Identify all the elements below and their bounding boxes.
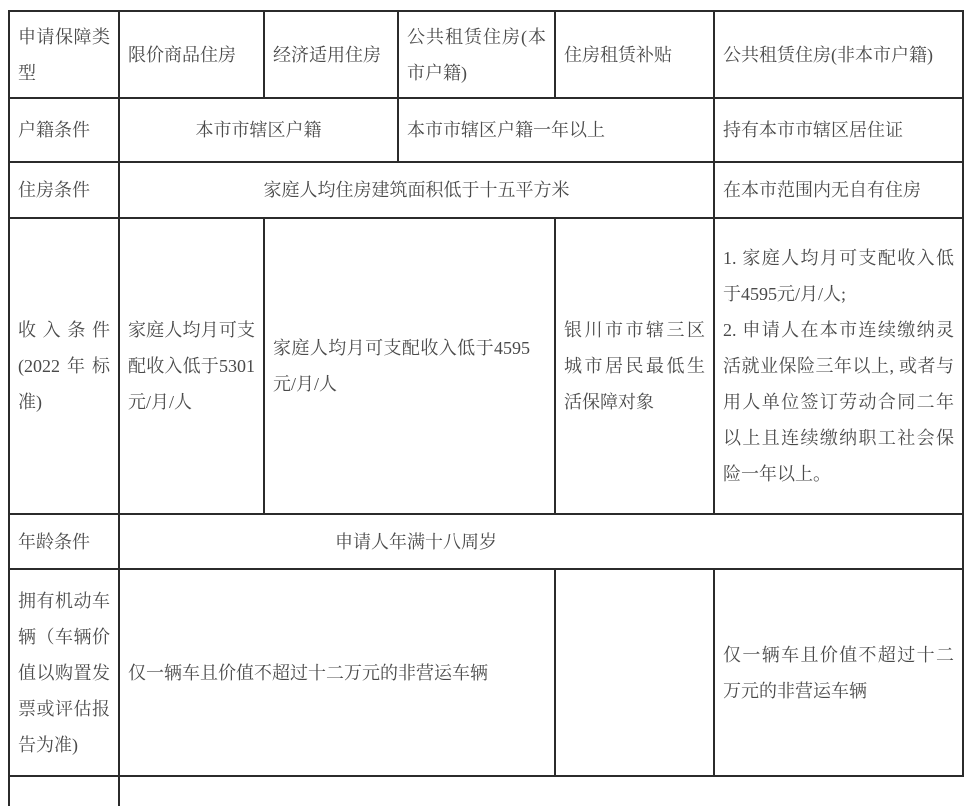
cell-hukou-local-one-year: 本市市辖区户籍一年以上 bbox=[398, 98, 714, 162]
cell-age-requirement: 申请人年满十八周岁 bbox=[119, 514, 963, 569]
row-label-hukou: 户籍条件 bbox=[9, 98, 119, 162]
cell-cutoff-rest bbox=[119, 776, 963, 806]
row-label-application-type: 申请保障类型 bbox=[9, 11, 119, 98]
table-row-cutoff bbox=[9, 776, 963, 806]
column-header-affordable-housing: 经济适用住房 bbox=[264, 11, 398, 98]
cell-income-limit-4595: 家庭人均月可支配收入低于4595元/月/人 bbox=[264, 218, 555, 514]
table-row-vehicle bbox=[9, 569, 963, 776]
table-row-income bbox=[9, 218, 963, 514]
income-nonlocal-item-2: 2. 申请人在本市连续缴纳灵活就业保险三年以上, 或者与用人单位签订劳动合同二年以上且连续缴纳职工社会保险一年以上。 bbox=[723, 320, 954, 484]
row-label-age: 年龄条件 bbox=[9, 514, 119, 569]
cell-income-subsistence-target: 银川市市辖三区城市居民最低生活保障对象 bbox=[555, 218, 714, 514]
column-header-rental-subsidy: 住房租赁补贴 bbox=[555, 11, 714, 98]
housing-security-criteria-table bbox=[8, 10, 964, 806]
cell-housing-area-limit: 家庭人均住房建筑面积低于十五平方米 bbox=[119, 162, 714, 218]
cell-hukou-residence-permit: 持有本市市辖区居住证 bbox=[714, 98, 963, 162]
cell-vehicle-rule-main: 仅一辆车且价值不超过十二万元的非营运车辆 bbox=[119, 569, 555, 776]
column-header-price-capped-housing: 限价商品住房 bbox=[119, 11, 264, 98]
row-label-housing: 住房条件 bbox=[9, 162, 119, 218]
column-header-public-rental-nonlocal: 公共租赁住房(非本市户籍) bbox=[714, 11, 963, 98]
cell-income-limit-5301: 家庭人均月可支配收入低于5301元/月/人 bbox=[119, 218, 264, 514]
cell-hukou-local: 本市市辖区户籍 bbox=[119, 98, 398, 162]
table-row-hukou bbox=[9, 98, 963, 162]
cell-vehicle-rule-nonlocal: 仅一辆车且价值不超过十二万元的非营运车辆 bbox=[714, 569, 963, 776]
table-row-age bbox=[9, 514, 963, 569]
cell-income-nonlocal-conditions bbox=[714, 218, 963, 514]
table-row-housing bbox=[9, 162, 963, 218]
cell-cutoff-label bbox=[9, 776, 119, 806]
income-nonlocal-item-1: 1. 家庭人均月可支配收入低于4595元/月/人; bbox=[723, 248, 954, 304]
cell-housing-no-own-house: 在本市范围内无自有住房 bbox=[714, 162, 963, 218]
row-label-vehicle: 拥有机动车辆（车辆价值以购置发票或评估报告为准) bbox=[9, 569, 119, 776]
row-label-income: 收入条件(2022年标准) bbox=[9, 218, 119, 514]
table-row-header bbox=[9, 11, 963, 98]
cell-vehicle-subsidy-empty bbox=[555, 569, 714, 776]
column-header-public-rental-local: 公共租赁住房(本市户籍) bbox=[398, 11, 555, 98]
